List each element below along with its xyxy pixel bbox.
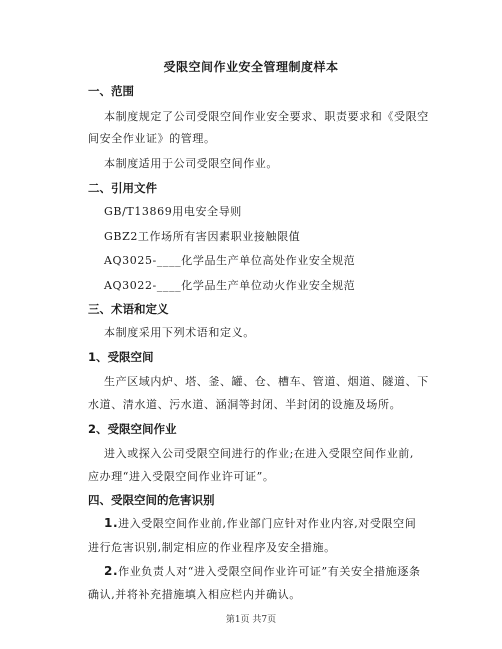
item-text: 作业负责人对“进入受限空间作业许可证”有关安全措施逐条 xyxy=(118,565,421,578)
section-heading-terms: 三、术语和定义 xyxy=(88,302,169,316)
paragraph-line: 进入或探入公司受限空间进行的作业;在进入受限空间作业前, xyxy=(104,447,415,460)
paragraph-line: 应办理“进入受限空间作业许可证”。 xyxy=(88,470,275,483)
document-title: 受限空间作业安全管理制度样本 xyxy=(163,60,339,74)
paragraph-line: 本制度适用于公司受限空间作业。 xyxy=(104,157,278,170)
item-number: 2. xyxy=(104,564,119,578)
paragraph-line: 生产区域内炉、塔、釜、罐、仓、槽车、管道、烟道、隧道、下 xyxy=(104,375,429,388)
reference-item: AQ3022-____化学品生产单位动火作业安全规范 xyxy=(104,279,356,292)
term-heading-confined-space: 1、受限空间 xyxy=(88,350,154,364)
paragraph-line: 本制度采用下列术语和定义。 xyxy=(104,326,255,339)
reference-item: GBZ2工作场所有害因素职业接触限值 xyxy=(104,230,301,243)
item-number: 1. xyxy=(104,516,119,530)
list-item-line xyxy=(104,515,416,531)
paragraph-line: 本制度规定了公司受限空间作业安全要求、职责要求和《受限空 xyxy=(104,110,429,123)
paragraph-line: 水道、清水道、污水道、涵洞等封闭、半封闭的设施及场所。 xyxy=(88,398,402,411)
section-heading-scope: 一、范围 xyxy=(88,84,134,98)
paragraph-line: 确认,并将补充措施填入相应栏内并确认。 xyxy=(88,588,301,601)
list-item-line xyxy=(104,563,421,579)
reference-item: GB/T13869用电安全导则 xyxy=(104,205,242,218)
paragraph-line: 间安全作业证》的管理。 xyxy=(88,132,216,145)
page-footer: 第1页 共7页 xyxy=(225,615,277,625)
reference-item: AQ3025-____化学品生产单位高处作业安全规范 xyxy=(104,254,356,267)
item-text: 进入受限空间作业前,作业部门应针对作业内容,对受限空间 xyxy=(118,517,417,530)
term-heading-confined-space-work: 2、受限空间作业 xyxy=(88,422,177,436)
paragraph-line: 进行危害识别,制定相应的作业程序及安全措施。 xyxy=(88,541,336,554)
section-heading-hazard-identification: 四、受限空间的危害识别 xyxy=(88,493,215,507)
section-heading-references: 二、引用文件 xyxy=(88,181,157,195)
